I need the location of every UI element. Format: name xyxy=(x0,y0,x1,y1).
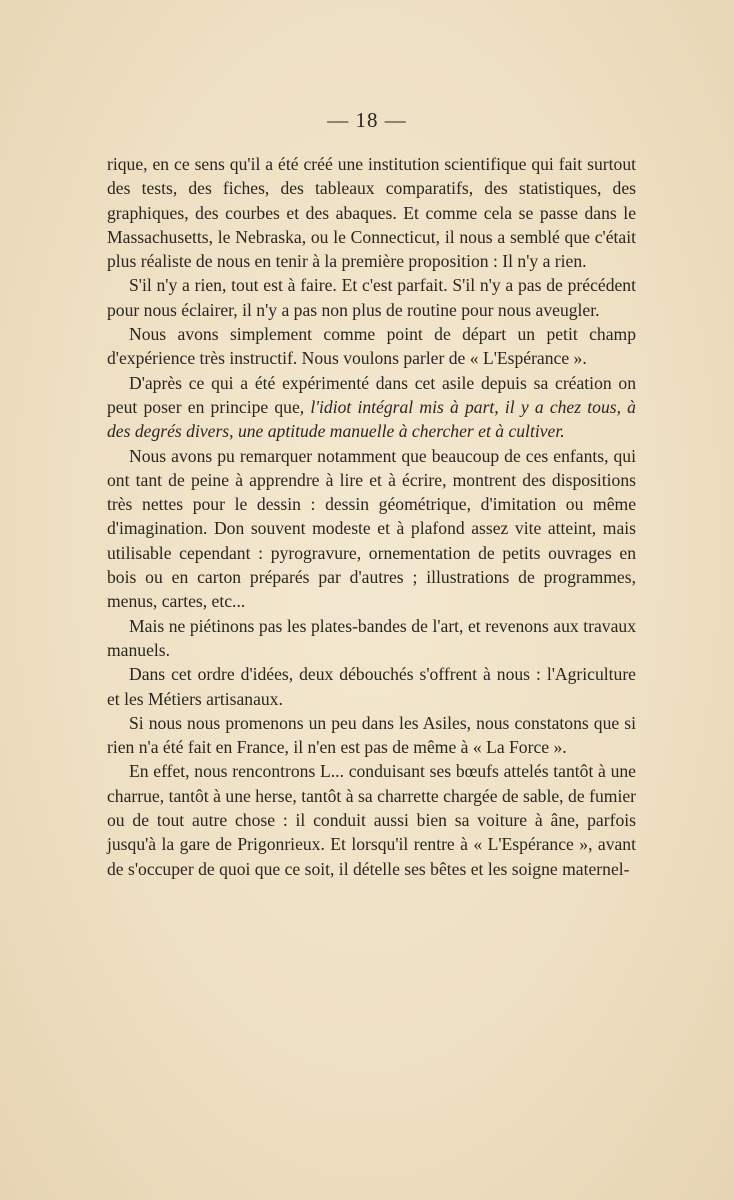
paragraph-3: Nous avons simplement comme point de départ un petit champ d'expérience très instructif. Nous voulons parler de « L'Espérance ». xyxy=(107,324,636,369)
paragraph-4-text: D'après ce qui a été expérimenté dans cet asile depuis sa création on peut poser en principe que, xyxy=(107,372,636,417)
paragraph-6: Mais ne piétinons pas les plates-bandes de l'art, et revenons aux travaux manuels. xyxy=(107,615,636,660)
paragraph-1: rique, en ce sens qu'il a été créé une institution scientifique qui fait surtout des tests, des fiches, des tableaux comparatifs, des statistiques, des graphiques, des courbes et des abaques. Et comme cela se passe dans le Massachusetts, le Nebraska, ou le Connecticut, il nous a semblé que c'était plus réaliste de nous en tenir à la première proposition : Il n'y a rien. xyxy=(107,154,636,272)
paragraph-5: Nous avons pu remarquer notamment que beaucoup de ces enfants, qui ont tant de peine à apprendre à lire et à écrire, montrent des dispositions très nettes pour le dessin : dessin géométrique, d'imitation ou même d'imagination. Don souvent modeste et à plafond assez vite atteint, mais utilisable cependant : pyrogravure, ornementation de petits ouvrages en bois ou en carton préparés par d'autres ; illustrations de programmes, menus, cartes, etc... xyxy=(107,445,636,612)
body-text xyxy=(107,152,636,881)
paragraph-4-italic: l'idiot intégral mis à part, il y a chez tous, à des degrés divers, une aptitude manuelle à chercher et à cultiver. xyxy=(107,396,636,442)
paragraph-8: Si nous nous promenons un peu dans les Asiles, nous constatons que si rien n'a été fait en France, il n'en est pas de même à « La Force ». xyxy=(107,712,636,758)
page-number: — 18 — xyxy=(327,108,407,132)
paragraph-9: En effet, nous rencontrons L... conduisant ses bœufs attelés tantôt à une charrue, tantôt à une herse, tantôt à sa charrette chargée de sable, de fumier ou de tout autre chose : il conduit aussi bien sa voiture à âne, parfois jusqu'à la gare de Prigonrieux. Et lorsqu'il rentre à « L'Espérance », avant de s'occuper de quoi que ce soit, il dételle ses bêtes et les soigne maternel- xyxy=(107,761,636,879)
paragraph-2: S'il n'y a rien, tout est à faire. Et c'est parfait. S'il n'y a pas de précédent pour nous éclairer, il n'y a pas non plus de routine pour nous aveugler. xyxy=(107,275,636,320)
paragraph-7: Dans cet ordre d'idées, deux débouchés s'offrent à nous : l'Agriculture et les Métiers artisanaux. xyxy=(107,664,636,709)
paragraph-4 xyxy=(107,371,636,444)
